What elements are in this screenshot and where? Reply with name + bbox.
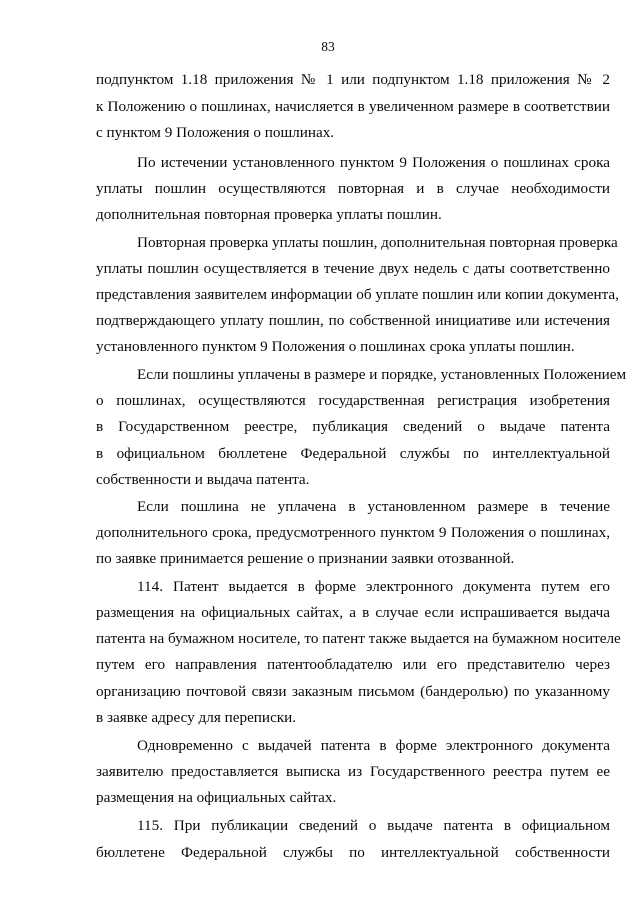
text-line: уплаты пошлин осуществляются повторная и в случае необходимости xyxy=(96,180,610,197)
text-line: По истечении установленного пунктом 9 Положения о пошлинах срока xyxy=(137,154,610,171)
text-line: установленного пунктом 9 Положения о пошлинах срока уплаты пошлин. xyxy=(96,338,575,355)
text-line: собственности и выдача патента. xyxy=(96,471,310,488)
text-line: 115. При публикации сведений о выдаче патента в официальном xyxy=(137,817,610,834)
text-line: Если пошлина не уплачена в установленном размере в течение xyxy=(137,498,610,515)
text-line: Если пошлины уплачены в размере и порядке, установленных Положением xyxy=(137,366,627,383)
text-line: заявителю предоставляется выписка из Государственного реестра путем ее xyxy=(96,763,610,780)
text-line: подпунктом 1.18 приложения № 1 или подпунктом 1.18 приложения № 2 xyxy=(96,71,610,88)
text-line: в Государственном реестре, публикация сведений о выдаче патента xyxy=(96,418,610,435)
page-number: 83 xyxy=(321,39,335,54)
text-line: по заявке принимается решение о признании заявки отозванной. xyxy=(96,550,515,567)
text-line: Одновременно с выдачей патента в форме электронного документа xyxy=(137,737,610,754)
text-line: уплаты пошлин осуществляется в течение двух недель с даты соответственно xyxy=(96,260,610,277)
text-line: в заявке адресу для переписки. xyxy=(96,709,297,726)
text-line: путем его направления патентообладателю или его представителю через xyxy=(96,656,610,673)
text-line: дополнительного срока, предусмотренного пунктом 9 Положения о пошлинах, xyxy=(96,524,610,541)
text-line: 114. Патент выдается в форме электронного документа путем его xyxy=(137,578,610,595)
text-line: организацию почтовой связи заказным письмом (бандеролью) по указанному xyxy=(96,683,610,700)
text-line: патента на бумажном носителе, то патент также выдается на бумажном носителе xyxy=(96,630,621,647)
text-line: о пошлинах, осуществляются государственная регистрация изобретения xyxy=(96,392,610,409)
text-line: к Положению о пошлинах, начисляется в увеличенном размере в соответствии xyxy=(96,98,610,115)
text-line: размещения на официальных сайтах, а в случае если испрашивается выдача xyxy=(96,604,610,621)
text-line: представления заявителем информации об уплате пошлин или копии документа, xyxy=(96,286,619,303)
text-line: бюллетене Федеральной службы по интеллектуальной собственности xyxy=(96,844,610,861)
text-line: размещения на официальных сайтах. xyxy=(96,789,337,806)
text-line: в официальном бюллетене Федеральной службы по интеллектуальной xyxy=(96,445,610,462)
text-line: Повторная проверка уплаты пошлин, дополнительная повторная проверка xyxy=(137,234,618,251)
text-line: с пунктом 9 Положения о пошлинах. xyxy=(96,124,335,141)
text-line: подтверждающего уплату пошлин, по собственной инициативе или истечения xyxy=(96,312,610,329)
text-line: дополнительная повторная проверка уплаты пошлин. xyxy=(96,206,442,223)
